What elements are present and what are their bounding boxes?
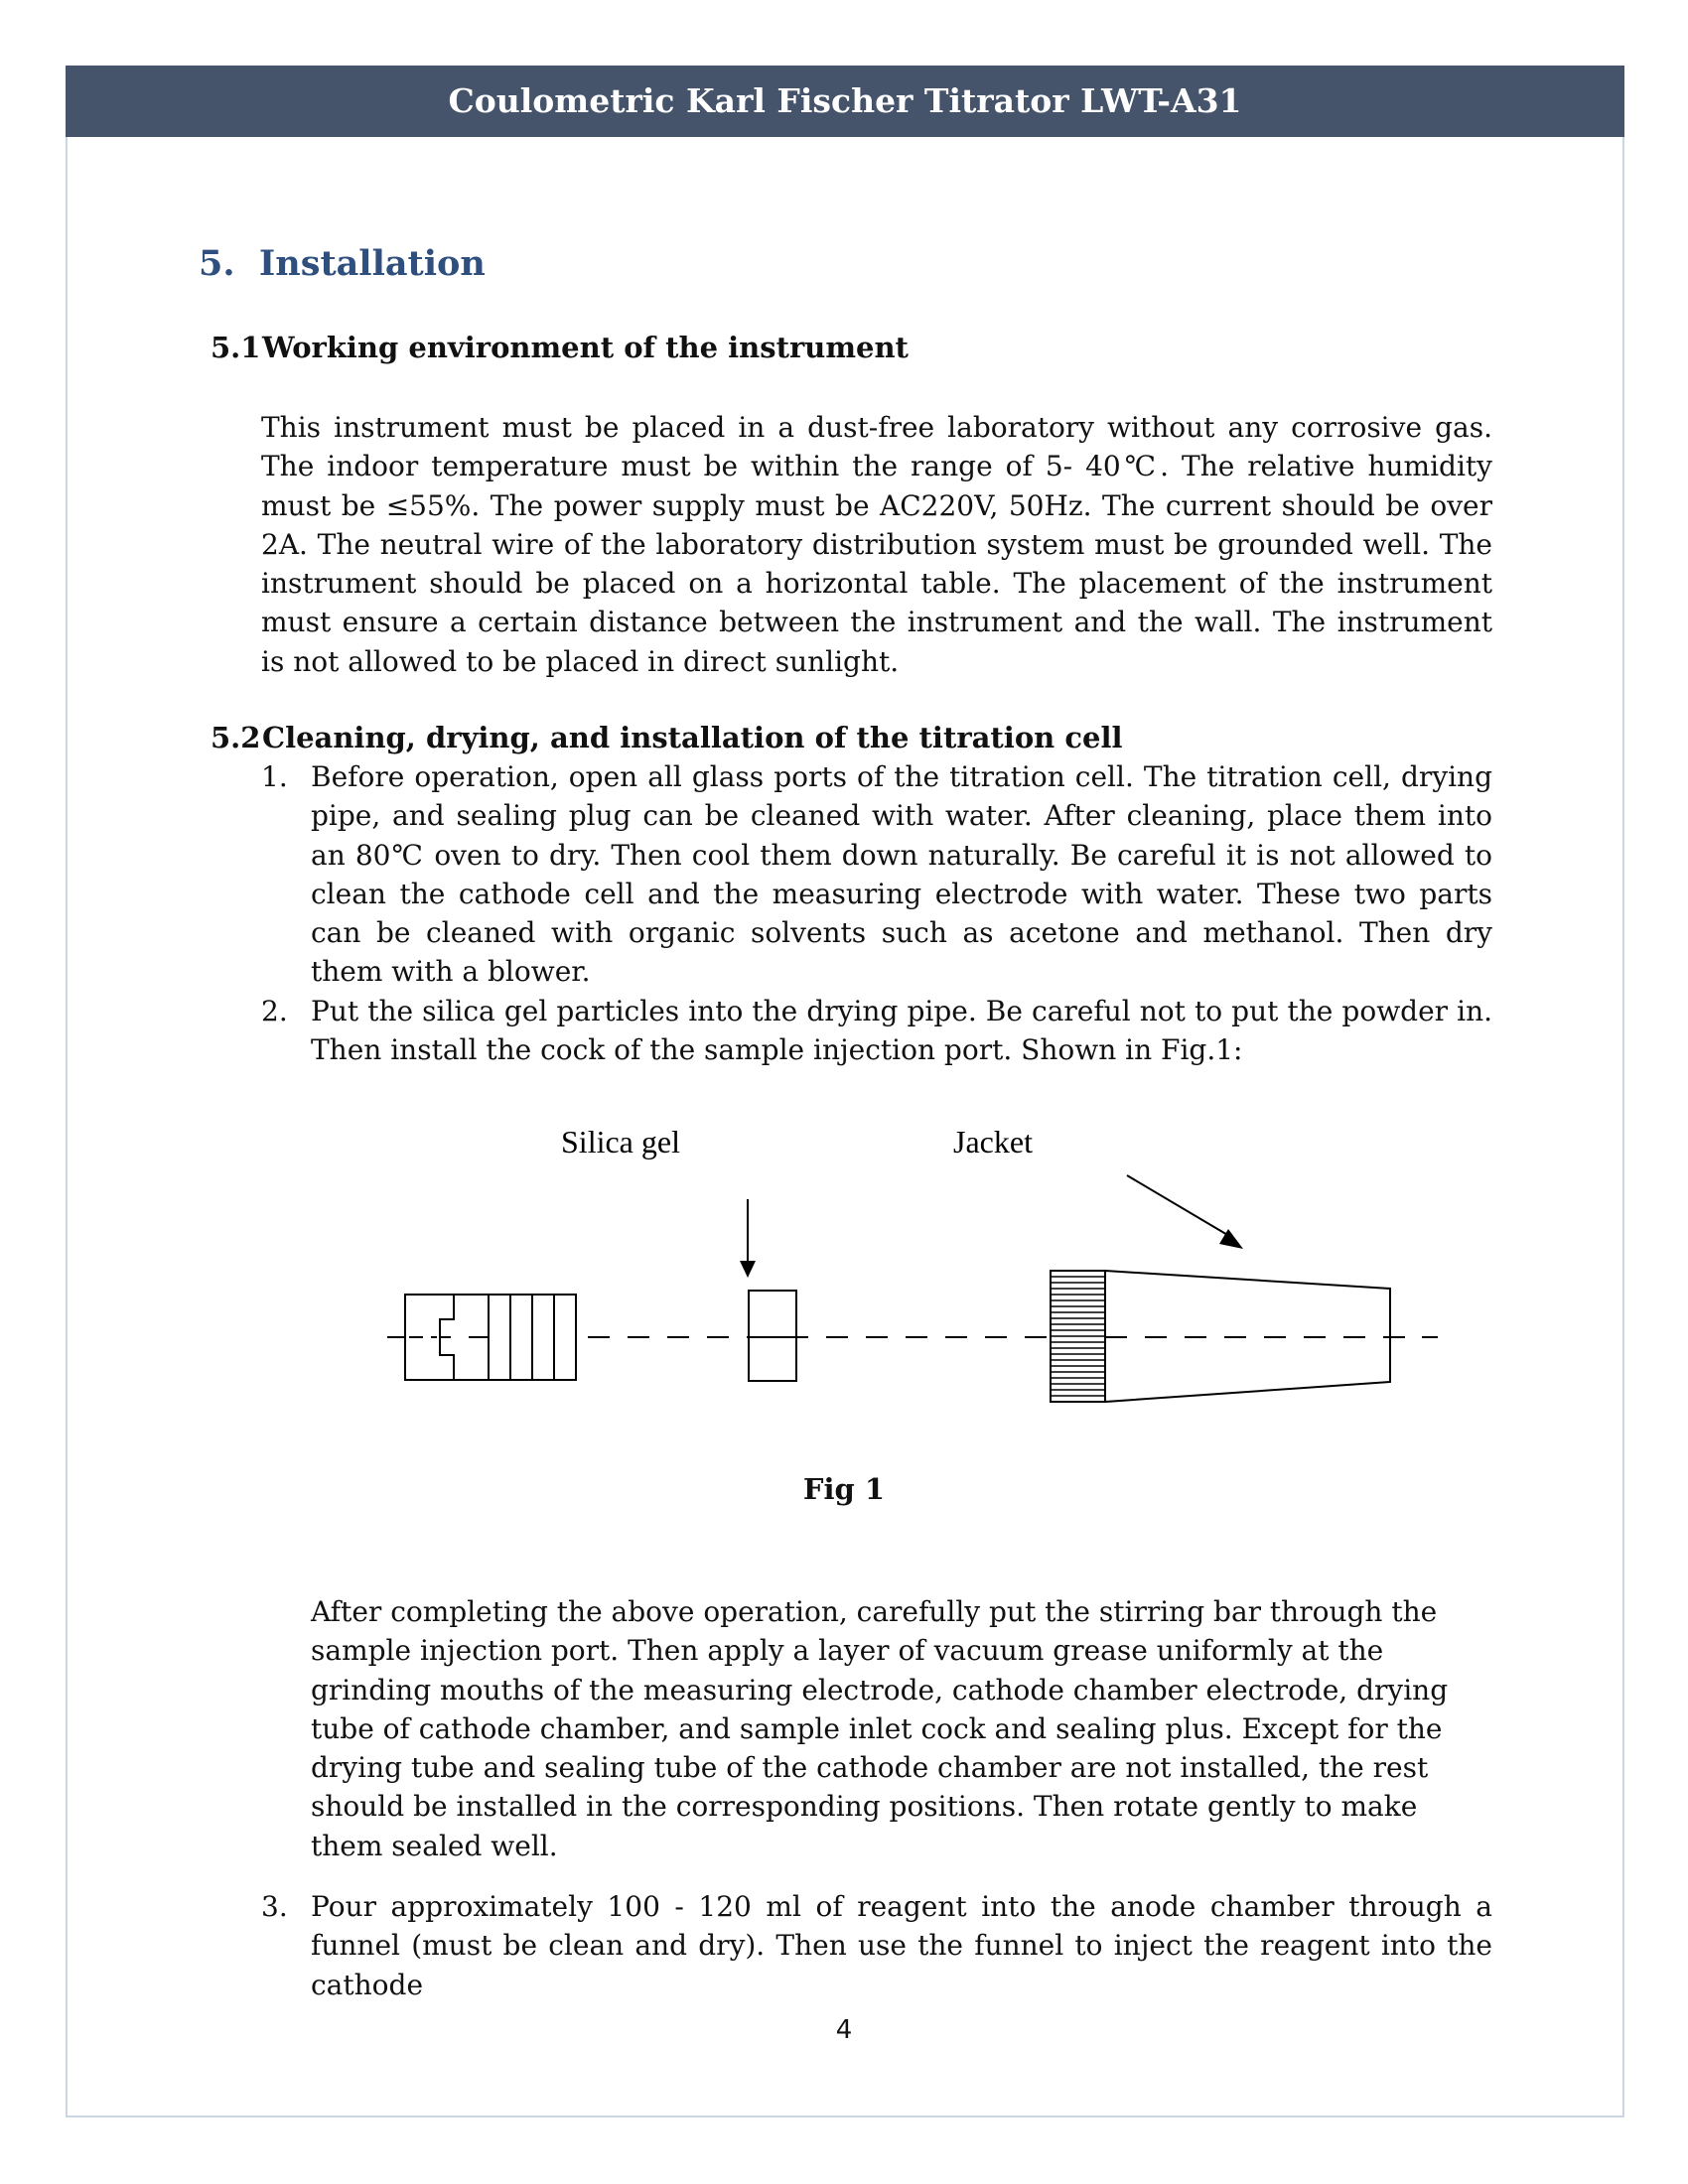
jacket-label: Jacket <box>953 1124 1033 1160</box>
subsection-title: Cleaning, drying, and installation of the titration cell <box>262 721 1123 754</box>
list-item <box>261 1887 1492 2004</box>
page-number: 4 <box>835 2015 853 2045</box>
post-figure-paragraph: After completing the above operation, carefully put the stirring bar through the sample injection port. Then apply a layer of vacuum grease uniformly at the grinding mouths of the measuring electrode, cathode chamber electrode, drying tube of cathode chamber, and sample inlet cock and sealing plus. Except for the drying tube and sealing tube of the cathode chamber are not installed, the rest should be installed in the corresponding positions. Then rotate gently to make them sealed well. <box>311 1595 1449 1862</box>
section-heading <box>199 243 486 284</box>
list-item-text: Before operation, open all glass ports of the titration cell. The titration cell, drying pipe, and sealing plug can be cleaned with water. After cleaning, place them into an 80℃ oven to dry. Then cool them down naturally. Be careful it is not allowed to clean the cathode cell and the measuring electrode with water. These two parts can be cleaned with organic solvents such as acetone and methanol. Then dry them with a blower. <box>311 760 1492 989</box>
fig-1-drawing <box>377 1112 1470 1439</box>
subsection-title: Working environment of the instrument <box>262 331 909 364</box>
subsection-heading-5-2 <box>211 721 1123 754</box>
list-marker: 1. <box>261 760 288 793</box>
figure-caption: Fig 1 <box>802 1472 886 1506</box>
silica-gel-label: Silica gel <box>561 1124 680 1160</box>
subsection-number: 5.1 <box>211 331 261 364</box>
working-environment-paragraph: This instrument must be placed in a dust-free laboratory without any corrosive gas. The indoor temperature must be within the range of 5- 40℃. The relative humidity must be ≤55%. The power supply must be AC220V, 50Hz. The current should be over 2A. The neutral wire of the laboratory distribution system must be grounded well. The instrument should be placed on a horizontal table. The placement of the instrument must ensure a certain distance between the instrument and the wall. The instrument is not allowed to be placed in direct sunlight. <box>261 411 1492 678</box>
list-marker: 2. <box>261 995 288 1027</box>
jacket-arrow <box>1127 1175 1229 1236</box>
section-number: 5. <box>199 243 235 284</box>
list-item <box>261 757 1492 992</box>
drying-pipe <box>749 1291 796 1381</box>
document-title: Coulometric Karl Fischer Titrator LWT-A31 <box>448 81 1242 120</box>
subsection-number: 5.2 <box>211 721 261 754</box>
list-item <box>261 992 1492 1070</box>
list-item-text: Pour approximately 100 - 120 ml of reagent into the anode chamber through a funnel (must be clean and dry). Then use the funnel to inject the reagent into the cathode <box>311 1890 1492 2001</box>
jacket-grip-hatching <box>1051 1277 1105 1396</box>
silica-arrowhead <box>740 1261 756 1278</box>
section-title: Installation <box>258 243 486 284</box>
list-marker: 3. <box>261 1890 288 1923</box>
list-item-text: Put the silica gel particles into the drying pipe. Be careful not to put the powder in. Then install the cock of the sample injection port. Shown in Fig.1: <box>311 995 1492 1067</box>
header-bar <box>66 66 1624 137</box>
subsection-heading-5-1 <box>211 331 909 364</box>
